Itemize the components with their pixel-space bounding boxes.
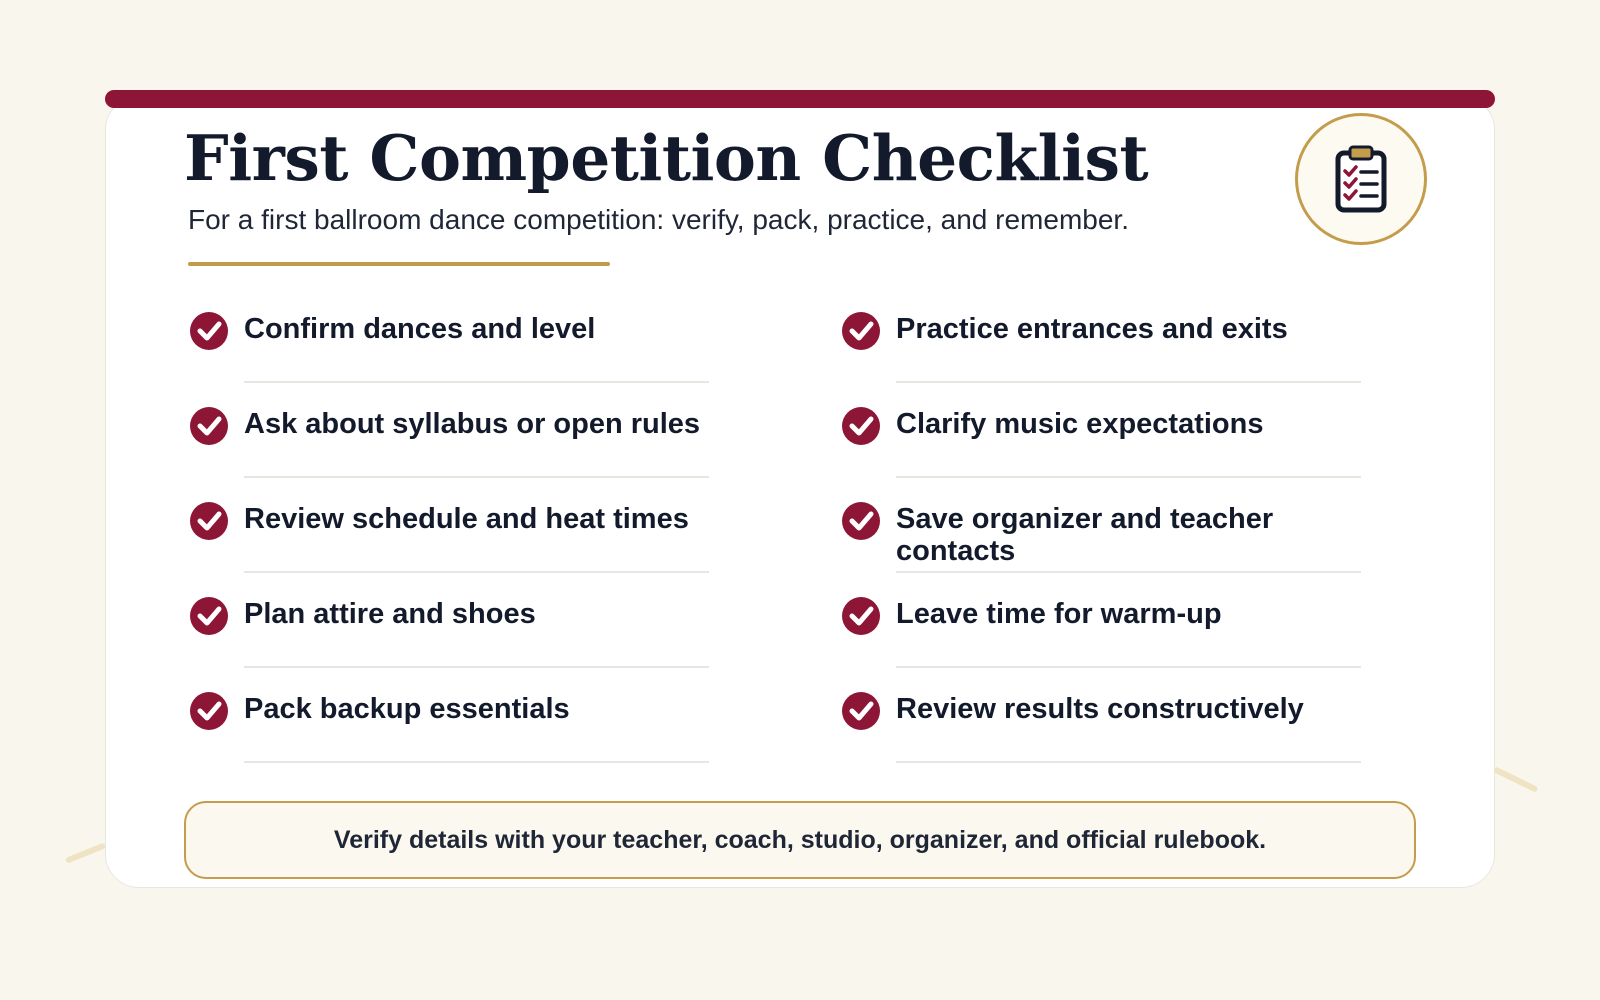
- checklist-item: [189, 311, 709, 406]
- checklist-item-label: Leave time for warm-up: [896, 598, 1222, 630]
- verification-note: [184, 801, 1416, 879]
- clipboard-badge: [1295, 113, 1427, 245]
- check-circle-icon: [841, 406, 881, 446]
- item-divider: [896, 381, 1361, 383]
- checklist-item-label: Save organizer and teacher contacts: [896, 503, 1274, 567]
- item-divider: [896, 476, 1361, 478]
- check-circle-icon: [841, 501, 881, 541]
- check-circle-icon: [841, 691, 881, 731]
- check-circle-icon: [189, 406, 229, 446]
- check-circle-icon: [189, 691, 229, 731]
- checklist-item: [189, 596, 709, 691]
- title-underline: [188, 262, 610, 266]
- checklist-item-label: Pack backup essentials: [244, 693, 570, 725]
- item-divider: [244, 761, 709, 763]
- checklist-item-label: Review results constructively: [896, 693, 1304, 725]
- item-divider: [244, 571, 709, 573]
- checklist-item-label: Practice entrances and exits: [896, 313, 1288, 345]
- checklist-item-label: Plan attire and shoes: [244, 598, 536, 630]
- check-circle-icon: [841, 596, 881, 636]
- checklist-item-label: Confirm dances and level: [244, 313, 596, 345]
- checklist-item: [841, 596, 1361, 691]
- item-divider: [896, 571, 1361, 573]
- checklist-item: [841, 501, 1361, 596]
- page-title: First Competition Checklist: [184, 121, 1149, 195]
- checklist-item-label: Clarify music expectations: [896, 408, 1264, 440]
- card-accent-bar: [105, 90, 1495, 108]
- checklist-item-label: Ask about syllabus or open rules: [244, 408, 701, 440]
- item-divider: [244, 381, 709, 383]
- checklist-item: [841, 691, 1361, 786]
- decorative-stroke-left: [65, 842, 106, 863]
- item-divider: [896, 666, 1361, 668]
- item-divider: [244, 476, 709, 478]
- item-divider: [244, 666, 709, 668]
- check-circle-icon: [189, 501, 229, 541]
- item-divider: [896, 761, 1361, 763]
- check-circle-icon: [189, 596, 229, 636]
- verification-note-text: Verify details with your teacher, coach, studio, organizer, and official rulebook.: [333, 825, 1267, 854]
- checklist-item: [189, 691, 709, 786]
- clipboard-checklist-icon: [1335, 145, 1387, 213]
- checklist-item-label: Review schedule and heat times: [244, 503, 689, 535]
- decorative-stroke-right: [1493, 766, 1539, 792]
- checklist-item: [841, 406, 1361, 501]
- checklist-item: [189, 501, 709, 596]
- checklist-item: [189, 406, 709, 501]
- check-circle-icon: [841, 311, 881, 351]
- check-circle-icon: [189, 311, 229, 351]
- page-subtitle: For a first ballroom dance competition: verify, pack, practice, and remember.: [188, 204, 1129, 235]
- checklist-item: [841, 311, 1361, 406]
